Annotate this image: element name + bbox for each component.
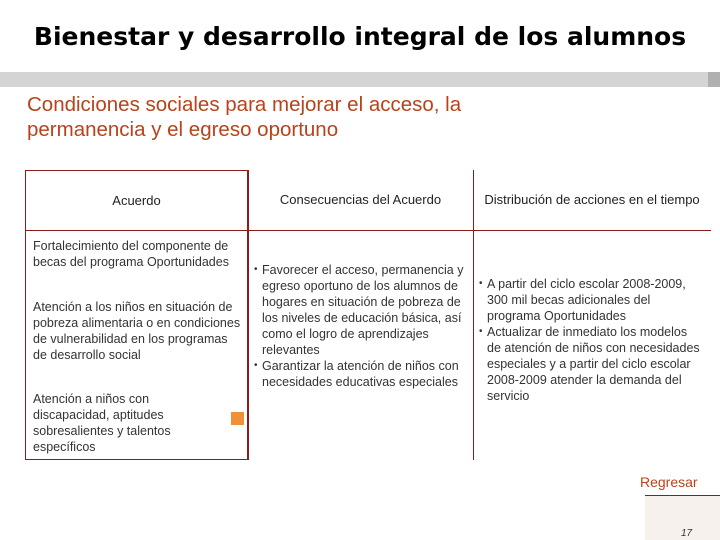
header-band-accent [708,72,720,87]
bullet-icon: • [254,360,258,371]
header-distribucion: Distribución de acciones en el tiempo [484,192,700,207]
page-number: 17 [681,528,693,539]
page-title: Bienestar y desarrollo integral de los alumnos [33,22,687,51]
consecuencias-item-2: • Garantizar la atención de niños con necesidades educativas especiales [254,359,459,389]
consecuencias-item-1: • Favorecer el acceso, permanencia y egreso oportuno de los alumnos de hogares en situación de pobreza de los niveles de educación básica, así como el logro de aprendizajes relevantes [254,263,464,357]
acuerdo-item-3: Atención a niños con discapacidad, aptitudes sobresalientes y talentos específicos [33,392,171,454]
bullet-icon: • [479,326,483,337]
subtitle-line-2: permanencia y el egreso oportuno [27,118,339,141]
header-divider [25,230,711,231]
section-subtitle [27,92,627,142]
column-acuerdo [25,170,248,460]
agreements-table [25,170,711,460]
orange-square-icon [231,412,244,425]
column-distribucion [473,170,711,460]
distribucion-item-1: • A partir del ciclo escolar 2008-2009, 300 mil becas adicionales del programa Oportunidades [479,277,686,323]
header-consecuencias: Consecuencias del Acuerdo [279,192,442,207]
column-consecuencias [248,170,473,460]
header-acuerdo: Acuerdo [112,193,161,208]
distribucion-item-2: • Actualizar de inmediato los modelos de atención de niños con necesidades especiales y a partir del ciclo escolar 2008-2009 atender la demanda del servicio [479,325,700,403]
regresar-link[interactable]: Regresar [640,474,698,490]
acuerdo-item-1: Fortalecimiento del componente de becas del programa Oportunidades [33,239,229,269]
consecuencias-list [254,262,466,390]
distribucion-list [479,276,704,404]
bullet-icon: • [254,264,258,275]
bullet-icon: • [479,278,483,289]
subtitle-line-1: Condiciones sociales para mejorar el acceso, la [27,93,462,116]
acuerdo-item-2: Atención a los niños en situación de pobreza alimentaria o en condiciones de vulnerabilidad en los programas de desarrollo social [33,300,241,362]
header-band [0,72,720,87]
